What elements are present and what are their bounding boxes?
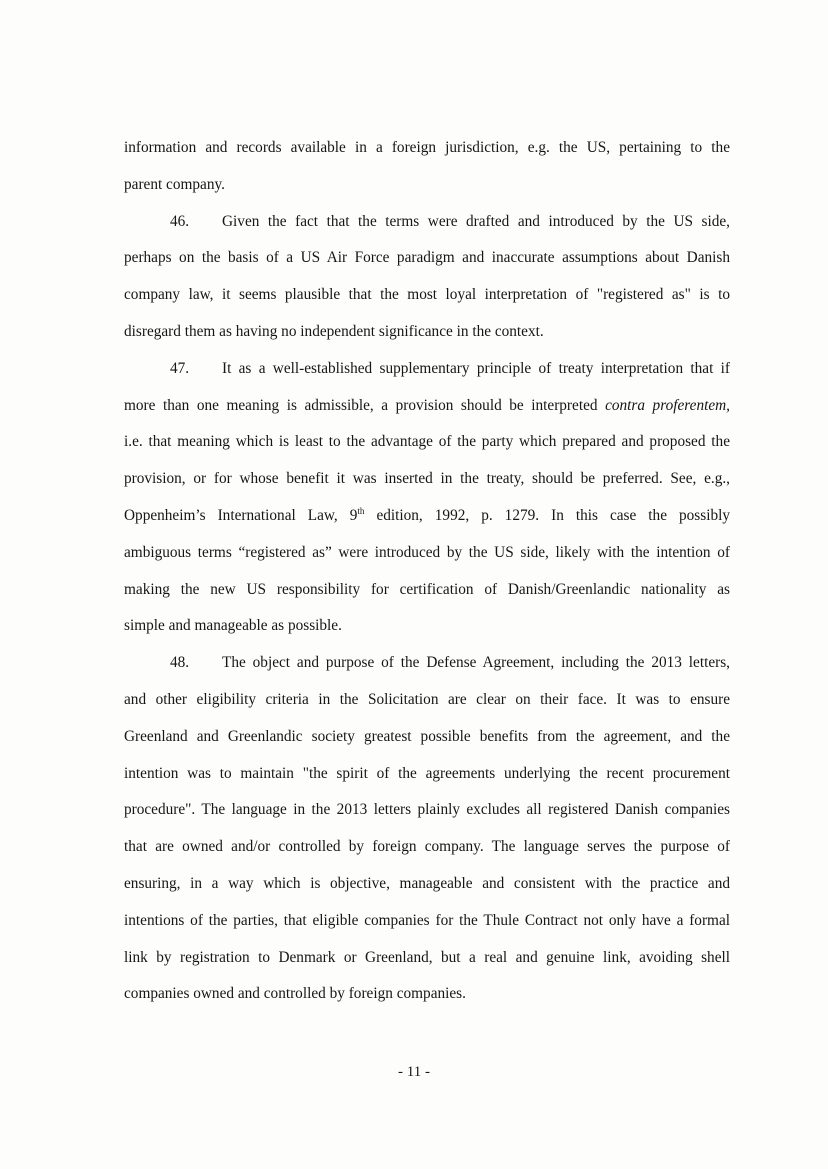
text-line: that are owned and/or controlled by foreign company. The language serves the purpose of	[124, 838, 730, 856]
text-line: Greenland and Greenlandic society greatest possible benefits from the agreement, and the	[124, 727, 730, 745]
text-line: intentions of the parties, that eligible companies for the Thule Contract not only have a formal	[124, 911, 730, 929]
text-line: disregard them as having no independent significance in the context.	[124, 322, 544, 340]
text-line: company law, it seems plausible that the most loyal interpretation of "registered as" is to	[124, 286, 730, 304]
latin-term: contra proferentem,	[605, 396, 731, 414]
text-line: ambiguous terms “registered as” were introduced by the US side, likely with the intention of	[124, 543, 730, 561]
text-line	[124, 498, 730, 535]
paragraph-number: 48.	[170, 654, 190, 672]
text-span: more than one meaning is admissible, a provision should be interpreted	[124, 396, 606, 414]
text-line: companies owned and controlled by foreign companies.	[124, 985, 466, 1003]
paragraph-45-continuation	[124, 130, 730, 204]
text-line: ensuring, in a way which is objective, manageable and consistent with the practice and	[124, 874, 730, 892]
text-line: i.e. that meaning which is least to the advantage of the party which prepared and proposed the	[124, 433, 730, 451]
text-span: It as a well-established supplementary principle of treaty interpretation that if	[222, 359, 730, 377]
text-line	[124, 645, 730, 682]
text-line: information and records available in a foreign jurisdiction, e.g. the US, pertaining to the	[124, 139, 730, 156]
text-line: link by registration to Denmark or Greenland, but a real and genuine link, avoiding shell	[124, 948, 730, 966]
text-line: making the new US responsibility for certification of Danish/Greenlandic nationality as	[124, 580, 730, 598]
text-line	[124, 388, 730, 425]
text-line	[124, 204, 730, 241]
paragraph-number: 47.	[170, 359, 190, 377]
superscript: th	[357, 505, 365, 516]
page-number: - 11 -	[398, 1064, 430, 1080]
text-line: provision, or for whose benefit it was inserted in the treaty, should be preferred. See, e.g.,	[124, 470, 730, 488]
text-span: Oppenheim’s International Law, 9	[124, 506, 358, 524]
paragraph-48	[124, 645, 730, 1013]
text-line: perhaps on the basis of a US Air Force paradigm and inaccurate assumptions about Danish	[124, 249, 730, 267]
text-line: simple and manageable as possible.	[124, 617, 342, 635]
paragraph-47	[124, 351, 730, 645]
text-line	[124, 351, 730, 388]
text-span: The object and purpose of the Defense Agreement, including the 2013 letters,	[222, 654, 730, 672]
document-body	[124, 130, 730, 1013]
text-line: procedure". The language in the 2013 letters plainly excludes all registered Danish companies	[124, 801, 730, 819]
paragraph-number: 46.	[170, 212, 190, 230]
text-line: intention was to maintain "the spirit of the agreements underlying the recent procurement	[124, 764, 730, 782]
paragraph-46	[124, 204, 730, 351]
text-line: parent company.	[124, 175, 225, 193]
text-line: and other eligibility criteria in the Solicitation are clear on their face. It was to ensure	[124, 690, 730, 708]
text-span: Given the fact that the terms were drafted and introduced by the US side,	[222, 212, 730, 230]
text-span: edition, 1992, p. 1279. In this case the possibly	[364, 506, 731, 524]
